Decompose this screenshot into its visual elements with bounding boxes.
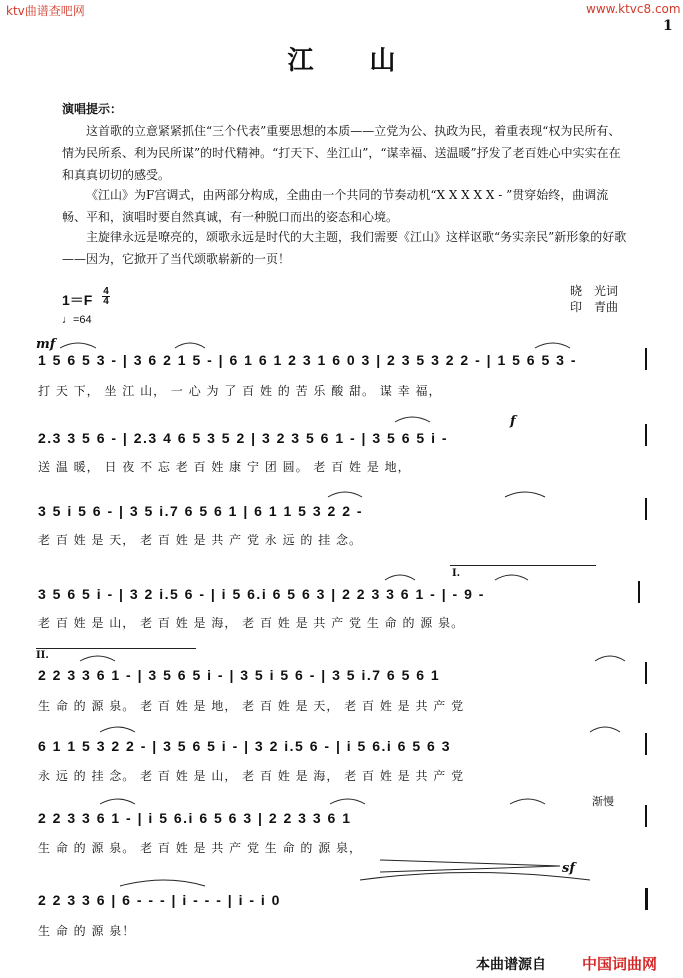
score-line-8-notes: 2 2 3 3 6 | 6 - - - | i - - - | i - i 0 <box>38 892 281 908</box>
slur <box>495 575 528 580</box>
slur <box>60 343 96 348</box>
slur <box>120 880 205 886</box>
hint-paragraph-2: 《江山》为F宫调式，由两部分构成，全曲由一个共同的节奏动机“X X X X X - ”贯穿始终，曲调流畅、平和，演唱时要自然真诚，有一种脱口而出的姿态和心境。 <box>62 188 609 224</box>
lyricist-credit: 晓 光词 <box>570 284 619 298</box>
footer-source-label: 本曲谱源自 <box>476 957 546 973</box>
slur <box>595 656 625 661</box>
slur <box>330 799 365 804</box>
hint-paragraph-3: 主旋律永远是嘹亮的，颂歌永远是时代的大主题，我们需要《江山》这样讴歌“务实亲民”新形象的好歌——因为，它掀开了当代颂歌崭新的一页！ <box>62 230 627 266</box>
crescendo-hairpin <box>380 860 560 872</box>
score-line-7-notes: 2 2 3 3 6 1 - | i 5 6.i 6 5 6 3 | 2 2 3 3 6 1 <box>38 810 352 826</box>
slur <box>175 343 205 348</box>
dynamic-mark-2: f <box>510 414 516 429</box>
volta-1-label: I. <box>452 568 461 579</box>
slur <box>505 492 545 497</box>
slur <box>360 873 590 881</box>
song-title: 江山 <box>287 46 452 76</box>
dynamic-mark-1: mf <box>36 337 56 352</box>
page-number: 1 <box>663 18 673 34</box>
score-line-5-notes: 2 2 3 3 6 1 - | 3 5 6 5 i - | 3 5 i 5 6 - | 3 5 i.7 6 5 6 1 <box>38 667 441 683</box>
watermark-right: www.ktvc8.com <box>586 2 681 16</box>
slur <box>535 343 570 348</box>
tempo-marking: ♩=64 <box>62 314 92 326</box>
dynamic-mark-sf: sf <box>562 861 575 876</box>
slur <box>328 492 362 497</box>
time-signature-top: 4 <box>103 286 109 297</box>
slur <box>100 727 135 732</box>
slur <box>385 575 415 580</box>
score-line-5-lyrics: 生 命 的 源 泉。 老 百 姓 是 地， 老 百 姓 是 天， 老 百 姓 是 共 产 党 <box>38 699 465 713</box>
score-line-7-lyrics: 生 命 的 源 泉。 老 百 姓 是 共 产 党 生 命 的 源 泉， <box>38 841 363 855</box>
score-line-1-notes: 1 5 6 5 3 - | 3 6 2 1 5 - | 6 1 6 1 2 3 1 6 0 3 | 2 3 5 3 2 2 - | 1 5 6 5 3 - <box>38 352 577 368</box>
score-line-1-lyrics: 打 天 下， 坐 江 山， 一 心 为 了 百 姓 的 苦 乐 酸 甜。 谋 幸 福， <box>38 384 442 398</box>
key-signature: 1＝F <box>62 292 93 308</box>
watermark-left: ktv曲谱查吧网 <box>6 4 85 18</box>
slur <box>590 727 620 732</box>
slur <box>510 799 545 804</box>
hint-paragraph-1: 这首歌的立意紧紧抓住“三个代表”重要思想的本质——立党为公、执政为民，着重表现“权为民所有、情为民所系、利为民所谋”的时代精神。“打天下、坐江山”，“谋幸福、送温暖”抒发了老百姓心中实实在在和真真切切的感受。 <box>62 124 621 182</box>
volta-2-label: II. <box>36 650 49 661</box>
score-line-2-lyrics: 送 温 暖， 日 夜 不 忘 老 百 姓 康 宁 团 圆。 老 百 姓 是 地， <box>38 460 411 474</box>
slur <box>100 799 135 804</box>
score-line-4-lyrics: 老 百 姓 是 山， 老 百 姓 是 海， 老 百 姓 是 共 产 党 生 命 的 源 泉。 <box>38 616 465 630</box>
score-line-4-notes: 3 5 6 5 i - | 3 2 i.5 6 - | i 5 6.i 6 5 6 3 | 2 2 3 3 6 1 - | - 9 - <box>38 586 485 602</box>
score-line-6-lyrics: 永 远 的 挂 念。 老 百 姓 是 山， 老 百 姓 是 海， 老 百 姓 是 共 产 党 <box>38 769 465 783</box>
score-line-8-lyrics: 生 命 的 源 泉！ <box>38 924 136 938</box>
time-signature-bottom: 4 <box>103 296 109 307</box>
ritardando-mark: 渐慢 <box>592 795 614 808</box>
composer-credit: 印 青曲 <box>570 300 619 314</box>
slur <box>80 656 115 661</box>
hint-heading: 演唱提示： <box>62 102 123 116</box>
score-line-3-notes: 3 5 i 5 6 - | 3 5 i.7 6 5 6 1 | 6 1 1 5 3 2 2 - <box>38 503 364 519</box>
score-line-3-lyrics: 老 百 姓 是 天， 老 百 姓 是 共 产 党 永 远 的 挂 念。 <box>38 533 363 547</box>
score-line-2-notes: 2.3 3 5 6 - | 2.3 4 6 5 3 5 2 | 3 2 3 5 6 1 - | 3 5 6 5 i - <box>38 430 449 446</box>
score-line-6-notes: 6 1 1 5 3 2 2 - | 3 5 6 5 i - | 3 2 i.5 6 - | i 5 6.i 6 5 6 3 <box>38 738 451 754</box>
slur <box>395 417 430 422</box>
footer-brand: 中国词曲网 <box>582 955 658 973</box>
